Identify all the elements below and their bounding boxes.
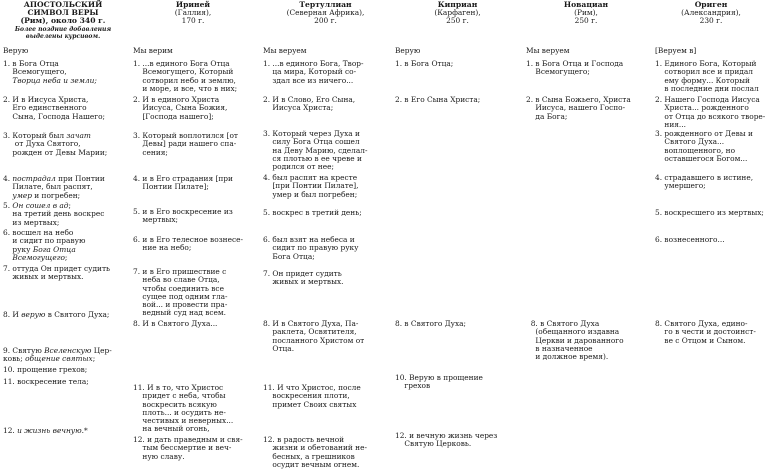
creed-article-6: 6. вознесенного...: [655, 235, 725, 244]
creed-article-2: 2. в Его Сына Христа;: [395, 95, 481, 104]
creed-intro: Мы веруем: [526, 46, 570, 55]
column-tertullian: [263, 0, 388, 467]
creed-article-12: 12. и вечную жизнь через Святую Церковь.: [395, 431, 498, 449]
column-apostles-creed: [3, 0, 123, 467]
creed-article-7: 7. и в Его пришествие с неба во славе Отца, чтобы соединить все сущее под одним гла- вой... и провести пра- ведный суд над всем.: [133, 267, 228, 318]
creed-article-2: 2. Нашего Господа Иисуса Христа... рожденного от Отца до всякого творе- ния...: [655, 95, 766, 129]
creed-article-1: 1. в Бога Отца и Господа Всемогущего;: [526, 59, 624, 77]
creed-article-6: 6. и в Его телесное вознесе- ние на небо;: [133, 235, 243, 253]
creed-article-1: 1. в Бога Отца;: [395, 59, 454, 68]
column-header: Ириней (Галлия), 170 г.: [174, 0, 212, 26]
column-irenaeus: [133, 0, 253, 467]
creed-article-2: 2. И в единого Христа Иисуса, Сына Божия, [Господа нашего];: [133, 95, 228, 121]
column-header: Ориген (Александрия), 230 г.: [681, 0, 741, 26]
creed-article-10: 10. прощение грехов;: [3, 365, 88, 374]
creed-article-3: 3. Который через Духа и силу Бога Отца сошел на Деву Марию, сделал- ся плотью в ее чреве и родился от нее;: [263, 129, 368, 172]
creed-intro: Верую: [3, 46, 29, 55]
creed-article-3: 3. Который был зачат от Духа Святого, рожден от Девы Марии;: [3, 131, 108, 157]
creed-article-4: 4. страдавшего в истине, умершего;: [655, 173, 754, 191]
column-header: Тертуллиан (Северная Африка), 200 г.: [286, 0, 365, 26]
creed-article-8: 8. в Святого Духа;: [395, 319, 467, 328]
creed-article-5: 5. воскресшего из мертвых;: [655, 208, 764, 217]
creed-article-8: 8. И в Святого Духа, Па- раклета, Освятителя, посланного Христом от Отца.: [263, 319, 365, 353]
creed-intro: [Веруем в]: [655, 46, 697, 55]
column-header: Киприан (Карфаген), 250 г.: [434, 0, 481, 26]
creed-article-4: 4. и в Его страдания [при Понтии Пилате];: [133, 174, 233, 192]
creed-article-4: 4. пострадал при Понтии Пилате, был распят, умер и погребен;: [3, 174, 105, 200]
creed-article-1: 1. ...в единого Бога Отца Всемогущего, Который сотворил небо и землю, и море, и все, что в них;: [133, 59, 238, 93]
creed-article-1: 1. Единого Бога, Который сотворил все и придал ему форму... Который в последние дни послал: [655, 59, 759, 93]
creed-intro: Мы верим: [133, 46, 173, 55]
creed-article-12: 12. в радость вечной жизни и обетований не- бесных, а грешников осудит вечным огнем.: [263, 435, 367, 469]
creed-article-3: 3. Который воплотился [от Девы] ради нашего спа- сения;: [133, 131, 238, 157]
creed-article-12: 12. и дать праведным и свя- тым бессмертие и веч- ную славу.: [133, 435, 243, 461]
column-header: Новациан (Рим), 250 г.: [563, 0, 609, 26]
creed-article-5: 5. Он сошел в ад; на третий день воскрес из мертвых;: [3, 201, 105, 227]
column-cyprian: [395, 0, 520, 467]
creed-article-8: 8. И верую в Святого Духа;: [3, 310, 110, 319]
creed-article-8: 8. в Святого Духа (обещанного издавна Церкви и дарованного в назначенное и должное время).: [530, 319, 624, 362]
creed-article-7: 7. оттуда Он придет судить живых и мертвых.: [3, 264, 111, 282]
creed-intro: Верую: [395, 46, 421, 55]
column-origen: [655, 0, 767, 467]
creed-article-11: 11. И в то, что Христос придет с неба, чтобы воскресить всякую плоть... и осудить не- честивых и неверных... на вечный огонь,: [133, 383, 234, 434]
creed-article-6: 6. был взят на небеса и сидит по правую руку Бога Отца;: [263, 235, 359, 261]
creed-article-12: 12. и жизнь вечную.*: [3, 426, 88, 435]
creed-article-5: 5. и в Его воскресение из мертвых;: [133, 207, 233, 225]
creed-article-8: 8. Святого Духа, едино- го в чести и достоинст- ве с Отцом и Сыном.: [655, 319, 756, 345]
creed-article-5: 5. воскрес в третий день;: [263, 208, 362, 217]
creed-article-2: 2. И в Иисуса Христа, Его единственного Сына, Господа Нашего;: [3, 95, 106, 121]
column-header: АПОСТОЛЬСКИЙ СИМВОЛ ВЕРЫ (Рим), около 340 г. Более поздние добавления выделены курсивом.: [14, 0, 112, 40]
creed-article-1: 1. ...в единого Бога, Твор- ца мира, Который со- здал все из ничего...: [263, 59, 364, 85]
creed-article-11: 11. воскресение тела;: [3, 377, 89, 386]
column-novatian: [526, 0, 646, 467]
creed-article-9: 9. Святую Вселенскую Цер- ковь; общение святых;: [3, 346, 112, 364]
creed-article-10: 10. Верую в прощение грехов: [395, 373, 483, 391]
creed-intro: Мы веруем: [263, 46, 307, 55]
creed-article-7: 7. Он придет судить живых и мертвых.: [263, 269, 344, 287]
creed-article-11: 11. И что Христос, после воскресения плоти, примет Своих святых: [263, 383, 361, 409]
creed-article-8: 8. И в Святого Духа...: [133, 319, 218, 328]
creed-article-3: 3. рожденного от Девы и Святого Духа... воплощенного, но оставшегося Богом...: [655, 129, 753, 163]
creed-article-1: 1. в Бога Отца Всемогущего, Творца неба и земли;: [3, 59, 97, 85]
creed-article-2: 2. в Сына Божьего, Христа Иисуса, нашего Госпо- да Бога;: [526, 95, 631, 121]
creed-article-4: 4. был распят на кресте [при Понтии Пилате], умер и был погребен;: [263, 173, 359, 199]
creed-article-2: 2. И в Слово, Его Сына, Иисуса Христа;: [263, 95, 356, 113]
creed-article-6: 6. восшел на небо и сидит по правую руку Бога Отца Всемогущего;: [3, 228, 86, 262]
